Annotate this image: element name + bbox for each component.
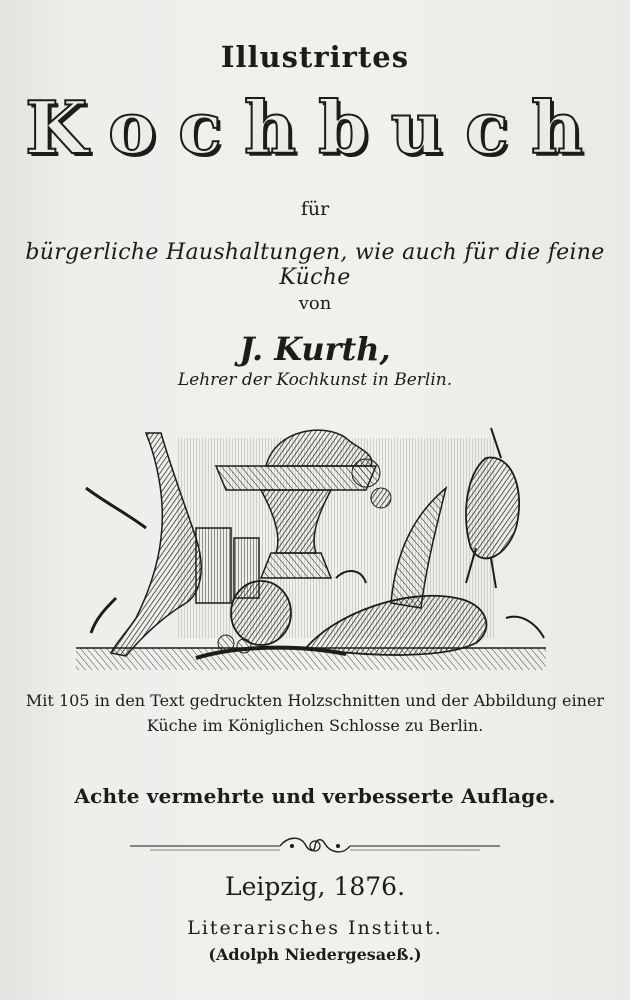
publisher-owner: (Adolph Niedergesaeß.) bbox=[208, 945, 422, 964]
still-life-engraving bbox=[76, 418, 546, 680]
caption-line-1: Mit 105 in den Text gedruckten Holzschnitten und der Abbildung einer bbox=[25, 691, 605, 710]
place-and-year: Leipzig, 1876. bbox=[224, 872, 406, 901]
author-name: J. Kurth, bbox=[239, 330, 391, 368]
ornament-divider bbox=[130, 830, 500, 860]
title-von: von bbox=[298, 293, 332, 314]
author-role: Lehrer der Kochkunst in Berlin. bbox=[177, 370, 453, 390]
title-line-1: Illustrirtes bbox=[220, 40, 410, 74]
edition-statement: Achte vermehrte und verbesserte Auflage. bbox=[74, 784, 556, 808]
caption-line-2: Küche im Königlichen Schlosse zu Berlin. bbox=[146, 716, 484, 735]
subtitle: bürgerliche Haushaltungen, wie auch für die feine Küche bbox=[25, 240, 605, 290]
title-line-2: Kochbuch bbox=[24, 85, 606, 170]
publisher-name: Literarisches Institut. bbox=[187, 917, 443, 939]
title-fuer: für bbox=[300, 198, 330, 220]
